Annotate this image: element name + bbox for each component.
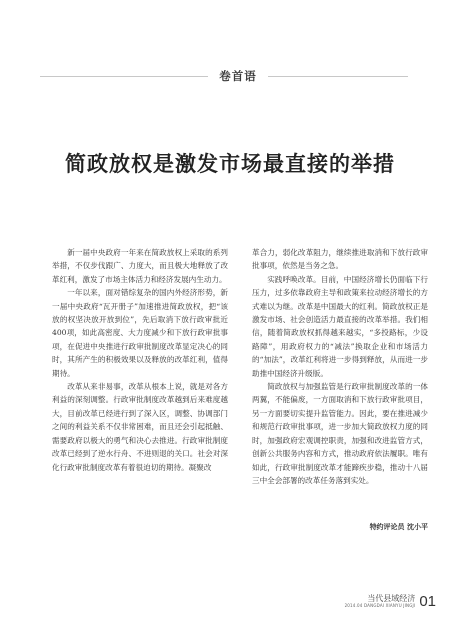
article-column-right <box>252 246 428 487</box>
page-number: 01 <box>419 593 436 610</box>
paragraph: 改革从来非易事，改革从根本上说，就是对各方利益的深刻调整。行政审批制度改革越到后来难度越大，目前改革已经进行到了深入区，调整、协调部门之间的利益关系不仅非常困难，而且还会引起抵触、需要政府以极大的勇气和决心去推进。行政审批制度改革已经到了逆水行舟、不进则退的关口。社会对深化行政审批制度改革有着很迫切的期待。凝聚改 <box>52 382 228 472</box>
article-title: 简政放权是激发市场最直接的举措 <box>65 152 395 176</box>
section-label: 卷首语 <box>219 69 257 83</box>
paragraph: 新一届中央政府一年来在简政放权上采取的系列举措，不仅步伐跟广、力度大，而且极大地释放了改革红利，激发了市场主体活力和经济发展内生动力。 <box>52 248 228 284</box>
footer-masthead <box>345 594 416 609</box>
byline: 特约评论员 沈小平 <box>369 523 428 531</box>
article-column-left <box>52 246 228 474</box>
header-rule-left <box>40 76 208 77</box>
paragraph: 革合力，弱化改革阻力，继续推进取消和下放行政审批事项，依然是当务之急。 <box>252 248 428 271</box>
header-rule-right <box>268 76 408 77</box>
page-footer <box>345 594 436 609</box>
paragraph: 简政放权与加强监管是行政审批制度改革的一体两翼，不能偏废，一方面取消和下放行政审批项目，另一方面要切实提升监管能力。因此，要在推进减少和规范行政审批事项，进一步加大简政放权力度的同时，加强政府宏观调控职责，加强和改进监管方式，创新公共服务内容和方式，推动政府依法履职。唯有如此，行政审批制度改革才能蹄疾步稳，推动十八届三中全会部署的改革任务落到实处。 <box>252 382 428 485</box>
paragraph: 一年以来，面对错综复杂的国内外经济形势，新一届中央政府“瓦开册子”加速推进简政放权，把“该放的权坚决放开放到位”，先后取消下放行政审批近400项，如此高密度、大力度减少和下放行政审批事项，在促进中央推进行政审批制度改革显定决心的同时，其所产生的积极效果以及释放的改革红利，值得期待。 <box>52 288 228 378</box>
magazine-name: 当代县域经济 <box>367 594 416 603</box>
paragraph: 实践呼唤改革。目前，中国经济增长仍面临下行压力，过多依靠政府主导和政策来拉动经济增长的方式难以为继。改革是中国最大的红利。简政放权正是激发市场、社会创造活力最直接的改革举措。我们相信，随着简政放权抓得越来越实，“多投路标，少设路障”，用政府权力的“减法”换取企业和市场活力的“加法”，改革红利将进一步得到释放，从而进一步助推中国经济升级版。 <box>252 274 428 378</box>
issue-info: 2014.04 DANGDAI XIANYU JINGJI <box>344 603 416 608</box>
